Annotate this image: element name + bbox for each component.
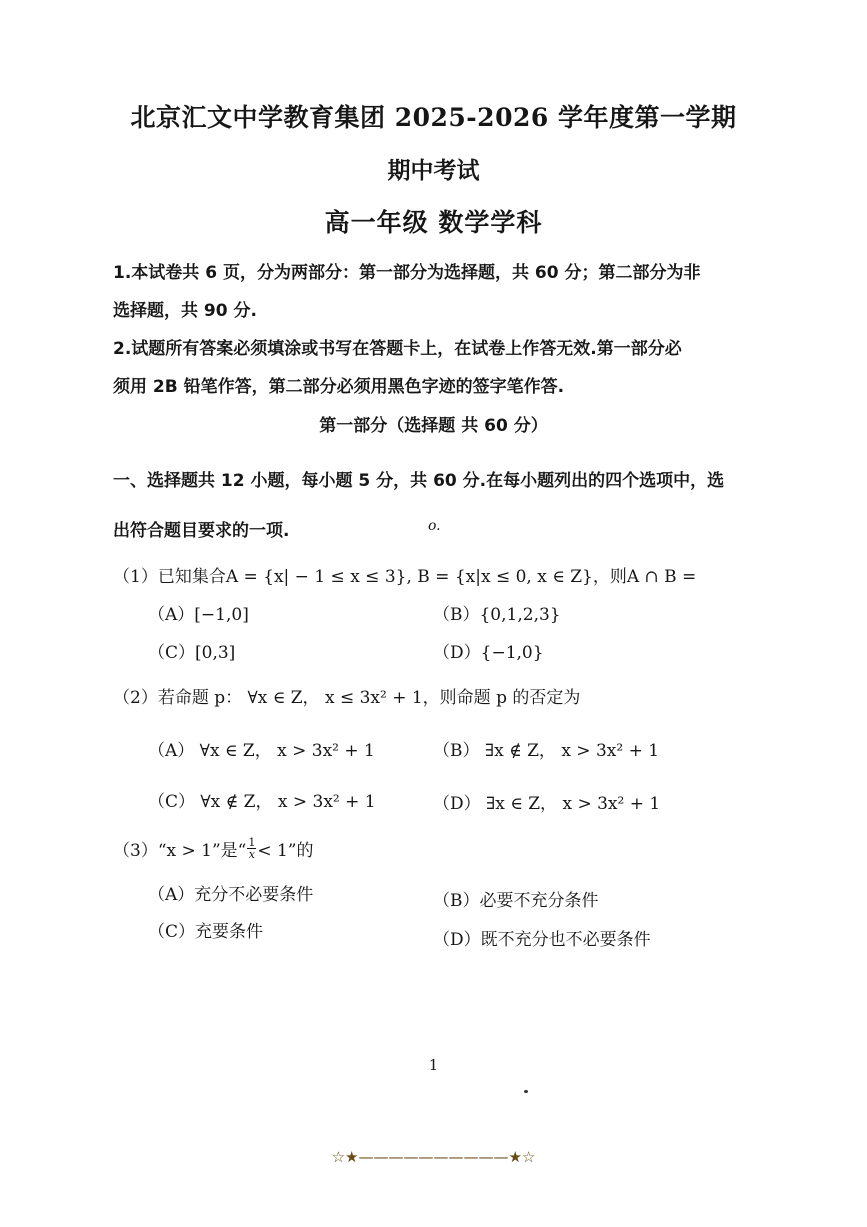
question-2-stem: （2）若命题 p： ∀x ∈ Z， x ≤ 3x² + 1，则命题 p 的否定为 <box>113 688 581 708</box>
fraction-denominator: x <box>248 848 255 861</box>
section-title: 第一部分（选择题 共 60 分） <box>319 416 548 436</box>
exam-type: 期中考试 <box>387 157 480 184</box>
question-3-fraction <box>247 837 256 860</box>
scan-speck <box>524 1090 528 1093</box>
question-3-option-d: （D）既不充分也不必要条件 <box>433 930 651 950</box>
question-1-option-d: （D）{−1,0} <box>433 643 544 663</box>
question-2-option-d: （D） ∃x ∈ Z， x > 3x² + 1 <box>433 794 661 814</box>
fraction-numerator: 1 <box>248 836 256 849</box>
question-3-option-b: （B）必要不充分条件 <box>433 891 599 911</box>
note-1-line-2: 选择题，共 90 分. <box>113 301 257 321</box>
stray-mark: o. <box>428 518 441 534</box>
exam-title: 北京汇文中学教育集团 2025-2026 学年度第一学期 <box>130 103 737 132</box>
question-1-option-b: （B）{0,1,2,3} <box>433 605 561 625</box>
question-2-option-a: （A） ∀x ∈ Z， x > 3x² + 1 <box>148 741 375 761</box>
exam-subject: 高一年级 数学学科 <box>324 208 543 237</box>
question-3-option-a: （A）充分不必要条件 <box>148 885 314 905</box>
question-2-option-b: （B） ∃x ∉ Z， x > 3x² + 1 <box>433 741 660 761</box>
question-1-option-c: （C）[0,3] <box>148 643 236 663</box>
section-instructions-line-2: 出符合题目要求的一项. <box>113 521 290 541</box>
note-2-line-1: 2.试题所有答案必须填涂或书写在答题卡上，在试卷上作答无效.第一部分必 <box>113 339 682 359</box>
question-3-option-c: （C）充要条件 <box>148 922 264 942</box>
page-footer: ☆★——————————★☆ <box>331 1148 536 1166</box>
question-2-option-c: （C） ∀x ∉ Z， x > 3x² + 1 <box>148 792 376 812</box>
page-number: 1 <box>428 1056 439 1074</box>
question-3-stem-end: < 1”的 <box>257 841 314 861</box>
section-instructions-line-1: 一、选择题共 12 小题，每小题 5 分，共 60 分.在每小题列出的四个选项中，选 <box>113 471 725 491</box>
note-1-line-1: 1.本试卷共 6 页，分为两部分：第一部分为选择题，共 60 分；第二部分为非 <box>113 263 701 283</box>
question-1-option-a: （A）[−1,0] <box>148 605 249 625</box>
note-2-line-2: 须用 2B 铅笔作答，第二部分必须用黑色字迹的签字笔作答. <box>113 377 565 397</box>
question-3-stem-start: （3）“x > 1”是“ <box>113 841 247 861</box>
question-1-stem: （1）已知集合A = {x| − 1 ≤ x ≤ 3}, B = {x|x ≤ 0, x ∈ Z}，则A ∩ B = <box>113 567 697 587</box>
question-3-stem <box>113 836 314 861</box>
